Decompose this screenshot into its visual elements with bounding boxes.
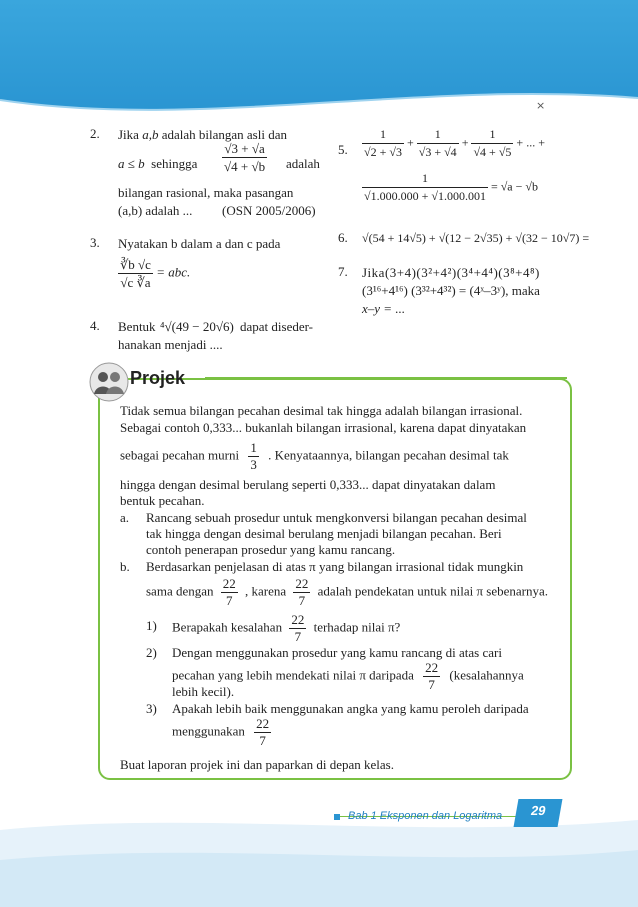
p3-fraction [118,256,153,291]
p5-term-last-num: 1 [362,170,488,188]
p5-tail: + ... + [516,135,545,150]
page-number: 29 [514,799,563,827]
p7-line-2: (3¹⁶+4¹⁶) (3³²+4³²) = (4ˣ–3ʸ), maka [362,283,540,298]
p3-text: Nyatakan b dalam a dan c pada [118,236,281,251]
project-intro-1: Tidak semua bilangan pecahan desimal tak hingga adalah bilangan irrasional. [120,403,523,418]
p2-condition: a ≤ b [118,156,145,171]
question-1-text: Berapakah kesalahan [172,619,283,635]
p5-term-3 [471,126,513,161]
problem-2-number: 2. [90,126,100,141]
item-b-text: sama dengan [146,583,214,599]
p4-text: dapat diseder- [240,319,314,334]
question-2-line-3: lebih kecil). [172,684,235,699]
footer-bullet [334,814,340,820]
p5-plus: + [406,135,414,150]
problem-7-number: 7. [338,264,348,279]
p2-text: Jika [118,127,139,142]
close-icon: × [536,99,546,112]
item-b-text: adalah pendekatan untuk nilai π sebenarnya. [317,583,549,599]
p7-line-3: x–y = ... [362,301,406,316]
p5-term-2-num: 1 [417,126,459,144]
item-a-line-2: tak hingga dengan desimal berulang menjadi bilangan pecahan. Beri [146,526,502,541]
project-intro-5: bentuk pecahan. [120,493,205,508]
frac-22-7-num: 22 [425,660,439,675]
question-1-text: terhadap nilai π? [313,619,401,635]
item-a-label: a. [120,510,130,525]
question-1-label: 1) [146,618,157,633]
project-title-rule [205,377,567,379]
project-intro-3a: sebagai pecahan murni [120,447,240,463]
p2-text: adalah [286,156,320,171]
frac-22-7-den: 7 [259,733,266,748]
p5-rhs: = √a − √b [490,179,538,194]
frac-22-7 [293,576,310,609]
question-2-text: pecahan yang lebih mendekati nilai π daripada [172,667,414,683]
frac-22-7-den: 7 [294,629,302,644]
p7-line-1: Jika(3+4)(3²+4²)(3⁴+4⁴)(3⁸+4⁸) [362,265,540,280]
project-outro: Buat laporan projek ini dan paparkan di depan kelas. [120,757,394,772]
question-3-text: menggunakan [172,723,245,739]
item-b-text: , karena [245,583,287,599]
p5-term-1 [362,126,404,161]
p2-text: adalah bilangan asli dan [161,127,287,142]
p2-frac-num: √3 + √a [222,140,267,158]
p4-expression: ⁴√(49 − 20√6) [160,319,234,334]
item-a-line-3: contoh penerapan prosedur yang kamu rancang. [146,542,396,557]
problem-3-number: 3. [90,235,100,250]
p4-text: hanakan menjadi .... [118,337,223,352]
project-people-icon [86,362,132,402]
p5-term-3-den: √4 + √5 [473,145,512,159]
p5-term-last-den: √1.000.000 + √1.000.001 [364,189,486,203]
p5-term-3-num: 1 [471,126,513,144]
p2-var: a,b [142,127,159,142]
frac-22-7-den: 7 [428,677,435,692]
frac-22-7-den: 7 [226,593,233,608]
footer-chapter: Bab 1 Eksponen dan Logaritma [348,810,503,822]
p5-term-2 [417,126,459,161]
question-2-label: 2) [146,645,157,660]
frac-22-7-num: 22 [256,716,270,731]
p4-text: Bentuk [118,319,156,334]
third-num: 1 [250,440,257,455]
p5-term-1-num: 1 [362,126,404,144]
question-3-line-1: Apakah lebih baik menggunakan angka yang kamu peroleh daripada [172,701,529,716]
item-b-line-1: Berdasarkan penjelasan di atas π yang bilangan irrasional tidak mungkin [146,559,524,574]
p2-frac-den: √4 + √b [224,159,266,174]
frac-22-7-num: 22 [222,576,236,591]
p2-text: (a,b) adalah ... [118,203,193,218]
project-intro-3b: . Kenyataannya, bilangan pecahan desimal tak [268,447,509,463]
frac-22-7-num: 22 [291,612,305,627]
frac-22-7 [254,716,271,749]
p5-term-last [362,170,488,205]
p5-term-1-den: √2 + √3 [364,145,402,159]
problem-5-number: 5. [338,142,348,157]
problem-4-number: 4. [90,318,100,333]
p2-text: sehingga [151,156,198,171]
frac-22-7-den: 7 [298,593,306,608]
p3-frac-den: √c ∛a [120,275,151,290]
item-a-line-1: Rancang sebuah prosedur untuk mengkonversi bilangan pecahan desimal [146,510,527,525]
p5-plus: + [461,135,469,150]
item-b-label: b. [120,559,130,574]
frac-22-7-num: 22 [295,576,309,591]
project-intro-2: Sebagai contoh 0,333... bukanlah bilangan irrasional, karena dapat dinyatakan [120,420,527,435]
question-2-line-1: Dengan menggunakan prosedur yang kamu rancang di atas cari [172,645,502,660]
frac-22-7 [289,612,306,645]
p6-expression: √(54 + 14√5) + √(12 − 2√35) + √(32 − 10√7) = [362,231,590,245]
third-den: 3 [250,457,257,472]
p3-frac-num: ∛b √c [120,257,151,272]
p2-source: (OSN 2005/2006) [222,203,316,218]
frac-22-7 [221,576,238,609]
p5-term-2-den: √3 + √4 [418,145,457,159]
p2-text: bilangan rasional, maka pasangan [118,185,294,200]
problem-6-number: 6. [338,230,348,245]
project-intro-4: hingga dengan desimal berulang seperti 0,333... dapat dinyatakan dalam [120,477,496,492]
project-title: Projek [130,368,186,388]
question-3-label: 3) [146,701,157,716]
p2-fraction [222,140,267,175]
project-fraction-third [248,440,259,473]
p3-rhs: = abc. [156,264,191,280]
question-2-text: (kesalahannya [449,667,524,683]
